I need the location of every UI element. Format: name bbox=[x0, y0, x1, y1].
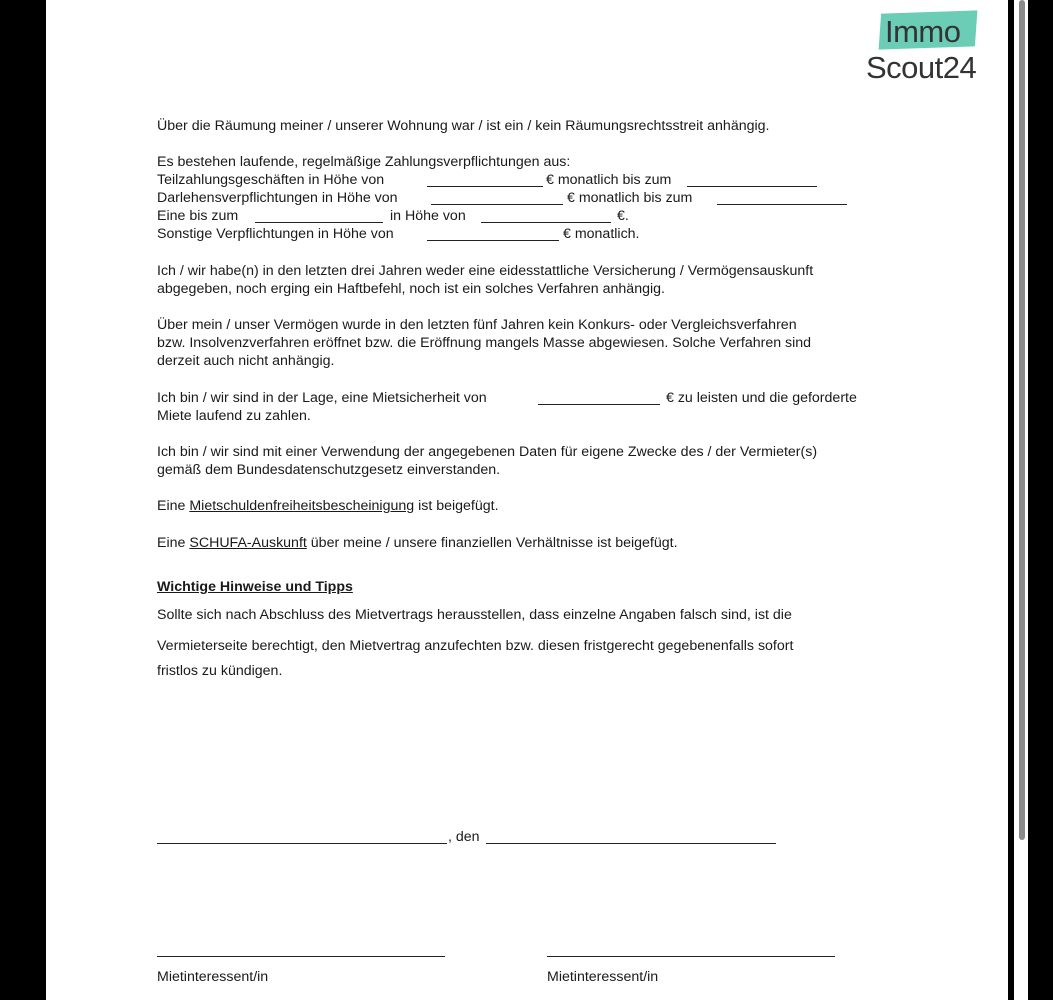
tips-line3: fristlos zu kündigen. bbox=[157, 663, 283, 679]
tips-heading: Wichtige Hinweise und Tipps bbox=[157, 579, 353, 595]
scrollbar-thumb[interactable] bbox=[1019, 0, 1025, 840]
affidavit-line2: abgegeben, noch erging ein Haftbefehl, noch ist ein solches Verfahren anhängig. bbox=[157, 281, 665, 297]
blank-deposit-amount[interactable] bbox=[538, 404, 660, 405]
rent-debt-certificate-link[interactable]: Mietschuldenfreiheitsbescheinigung bbox=[189, 498, 415, 514]
logo-text-immo: Immo bbox=[885, 14, 961, 49]
affidavit-line1: Ich / wir habe(n) in den letzten drei Jahren weder eine eidesstattliche Versicherung / Vermögensauskunft bbox=[157, 263, 814, 279]
blank-place[interactable] bbox=[157, 843, 447, 844]
deposit-line1-start: Ich bin / wir sind in der Lage, eine Mietsicherheit von bbox=[157, 390, 487, 406]
rent-debt-before: Eine bbox=[157, 498, 186, 514]
schufa-before: Eine bbox=[157, 535, 186, 551]
rent-debt-after: ist beigefügt. bbox=[418, 498, 499, 514]
signature-line-left[interactable] bbox=[157, 956, 445, 957]
deposit-line2: Miete laufend zu zahlen. bbox=[157, 408, 311, 424]
tips-line2: Vermieterseite berechtigt, den Mietvertrag anzufechten bzw. diesen fristgerecht gegebenenfalls sofort bbox=[157, 638, 794, 654]
data-consent-line1: Ich bin / wir sind mit einer Verwendung der angegebenen Daten für eigene Zwecke des / der Vermieter(s) bbox=[157, 444, 818, 460]
schufa-link[interactable]: SCHUFA-Auskunft bbox=[189, 535, 307, 551]
blank-row1-date[interactable] bbox=[687, 186, 817, 187]
signature-line-right[interactable] bbox=[547, 956, 835, 957]
insolvency-line3: derzeit auch nicht anhängig. bbox=[157, 353, 335, 369]
obligation-row1-mid: € monatlich bis zum bbox=[546, 172, 672, 188]
insolvency-line2: bzw. Insolvenzverfahren eröffnet bzw. die Eröffnung mangels Masse abgewiesen. Solche Verfahren sind bbox=[157, 335, 812, 351]
place-date-separator: , den bbox=[448, 829, 480, 845]
schufa-after: über meine / unsere finanziellen Verhältnisse ist beigefügt. bbox=[310, 535, 678, 551]
obligation-row1-label: Teilzahlungsgeschäften in Höhe von bbox=[157, 172, 385, 188]
data-consent-line2: gemäß dem Bundesdatenschutzgesetz einverstanden. bbox=[157, 462, 501, 478]
logo-text-scout24: Scout24 bbox=[866, 50, 977, 85]
signature-label-left: Mietinteressent/in bbox=[157, 969, 269, 985]
obligation-row3-mid: in Höhe von bbox=[390, 208, 466, 224]
signature-label-right: Mietinteressent/in bbox=[547, 969, 659, 985]
blank-row1-amount[interactable] bbox=[427, 186, 543, 187]
blank-row3-date[interactable] bbox=[255, 222, 383, 223]
deposit-line1-end: € zu leisten und die geforderte bbox=[666, 390, 857, 406]
schufa-line bbox=[157, 534, 678, 552]
blank-row2-amount[interactable] bbox=[431, 204, 563, 205]
immoscout24-logo bbox=[864, 10, 994, 90]
tips-line1: Sollte sich nach Abschluss des Mietvertrags herausstellen, dass einzelne Angaben falsch sind, ist die bbox=[157, 607, 792, 623]
blank-row4-amount[interactable] bbox=[427, 240, 559, 241]
obligation-row2-label: Darlehensverpflichtungen in Höhe von bbox=[157, 190, 398, 206]
blank-row2-date[interactable] bbox=[717, 204, 847, 205]
obligation-row4-label: Sonstige Verpflichtungen in Höhe von bbox=[157, 226, 394, 242]
obligation-row4-end: € monatlich. bbox=[563, 226, 640, 242]
insolvency-line1: Über mein / unser Vermögen wurde in den letzten fünf Jahren kein Konkurs- oder Vergleichsverfahren bbox=[157, 317, 797, 333]
blank-row3-amount[interactable] bbox=[481, 222, 611, 223]
obligation-row3-end: €. bbox=[617, 208, 629, 224]
obligation-row3-label: Eine bis zum bbox=[157, 208, 239, 224]
obligation-row2-mid: € monatlich bis zum bbox=[567, 190, 693, 206]
blank-date[interactable] bbox=[486, 843, 776, 844]
rent-debt-certificate-line bbox=[157, 497, 499, 515]
eviction-statement: Über die Räumung meiner / unserer Wohnung war / ist ein / kein Räumungsrechtsstreit anhängig. bbox=[157, 118, 770, 134]
obligations-intro: Es bestehen laufende, regelmäßige Zahlungsverpflichtungen aus: bbox=[157, 154, 571, 170]
